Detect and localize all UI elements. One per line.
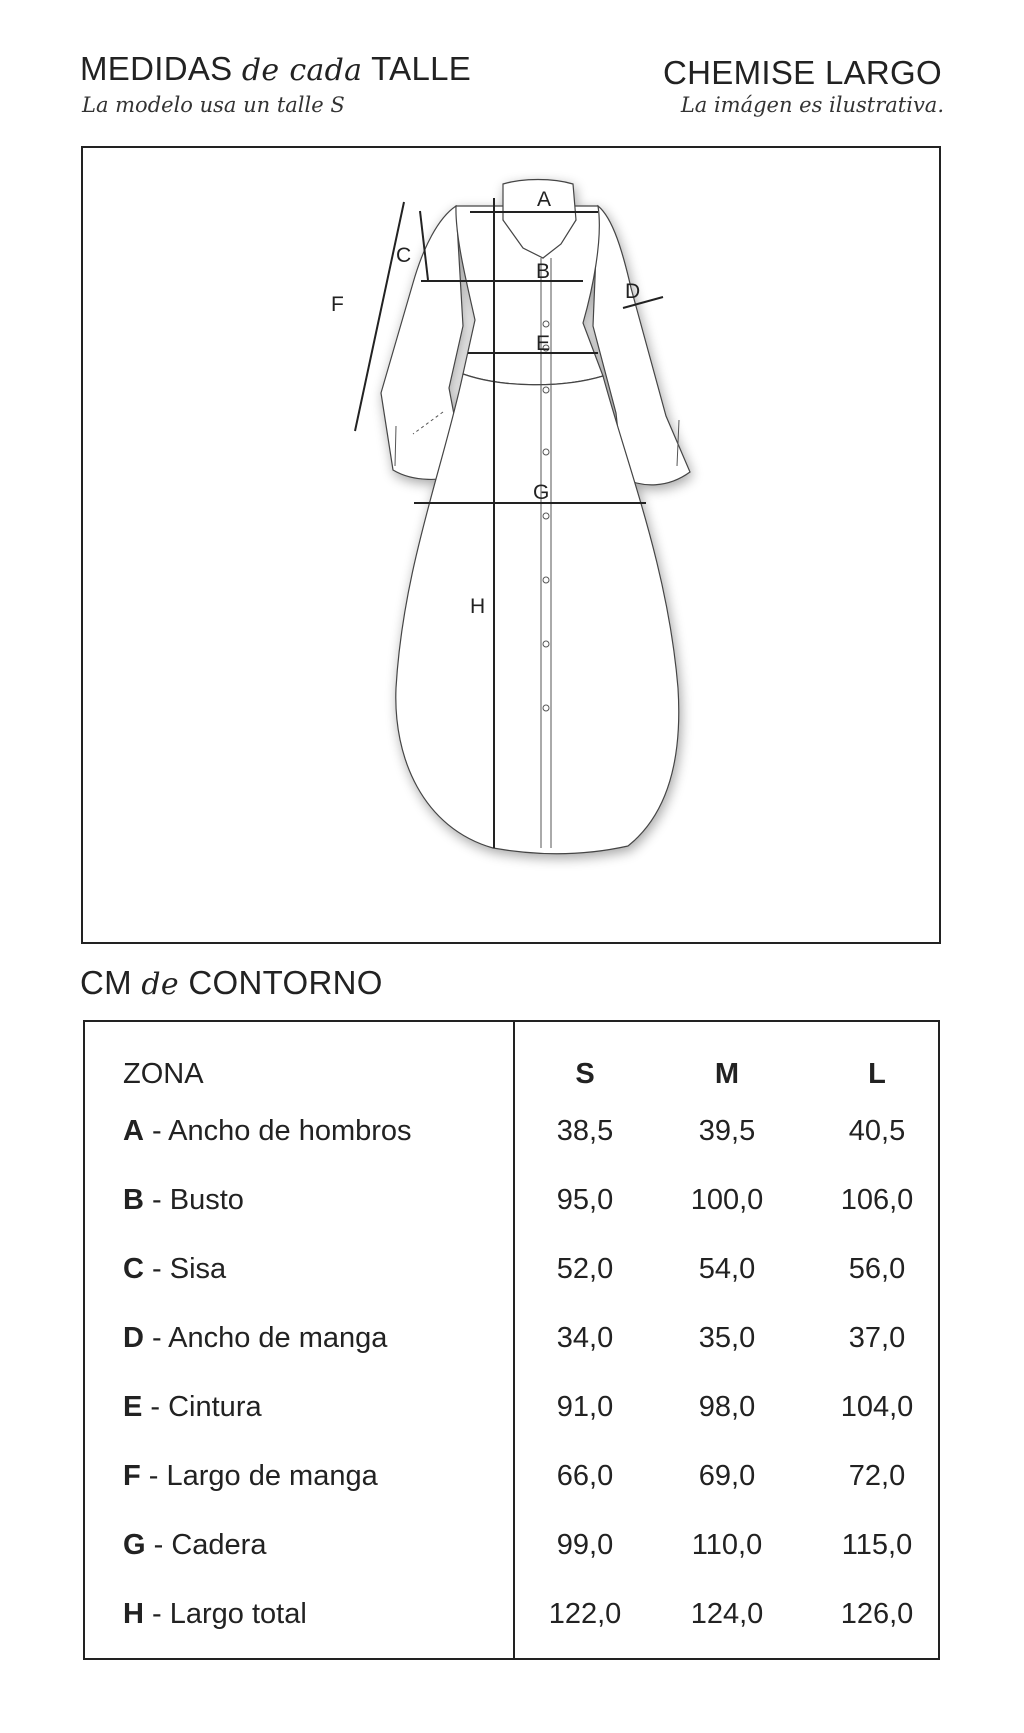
value-l: 106,0	[840, 1184, 914, 1216]
value-l: 37,0	[848, 1322, 906, 1354]
value-s: 66,0	[556, 1460, 614, 1492]
value-l: 104,0	[840, 1391, 914, 1423]
label-f: F	[331, 293, 344, 316]
label-d: D	[625, 280, 641, 303]
value-l: 126,0	[840, 1598, 914, 1630]
dress-diagram	[83, 148, 939, 942]
zone-name: G - Cadera	[123, 1529, 267, 1561]
zone-name: E - Cintura	[123, 1391, 262, 1423]
value-m: 124,0	[690, 1598, 764, 1630]
value-s: 38,5	[556, 1115, 614, 1147]
value-s: 34,0	[556, 1322, 614, 1354]
zone-name: B - Busto	[123, 1184, 244, 1216]
table-row	[85, 1184, 938, 1224]
table-row	[85, 1391, 938, 1431]
zone-name: A - Ancho de hombros	[123, 1115, 412, 1147]
zone-name: C - Sisa	[123, 1253, 227, 1285]
page-title: MEDIDAS de cada TALLE	[80, 50, 472, 88]
value-m: 35,0	[698, 1322, 756, 1354]
table-header-row	[85, 1058, 938, 1098]
label-e: E	[536, 332, 551, 355]
table-row	[85, 1529, 938, 1569]
column-s: S	[575, 1058, 595, 1090]
value-m: 69,0	[698, 1460, 756, 1492]
column-l: L	[868, 1058, 886, 1090]
label-a: A	[537, 188, 552, 211]
value-m: 98,0	[698, 1391, 756, 1423]
table-row	[85, 1115, 938, 1155]
table-heading: CM de CONTORNO	[80, 964, 383, 1002]
value-s: 99,0	[556, 1529, 614, 1561]
value-s: 52,0	[556, 1253, 614, 1285]
size-table	[83, 1020, 940, 1660]
zone-name: H - Largo total	[123, 1598, 307, 1630]
value-s: 95,0	[556, 1184, 614, 1216]
illustrative-note: La imágen es ilustrativa.	[680, 93, 944, 117]
value-m: 39,5	[698, 1115, 756, 1147]
product-name: CHEMISE LARGO	[663, 54, 942, 91]
column-m: M	[714, 1058, 740, 1090]
zone-name: D - Ancho de manga	[123, 1322, 388, 1354]
model-size-note: La modelo usa un talle S	[82, 93, 345, 117]
column-zone: ZONA	[123, 1058, 204, 1090]
table-row	[85, 1322, 938, 1362]
value-l: 56,0	[848, 1253, 906, 1285]
label-c: C	[396, 244, 412, 267]
value-s: 91,0	[556, 1391, 614, 1423]
table-row	[85, 1460, 938, 1500]
table-row	[85, 1253, 938, 1293]
value-m: 110,0	[691, 1529, 763, 1561]
value-m: 100,0	[690, 1184, 764, 1216]
label-h: H	[470, 595, 486, 618]
label-g: G	[533, 481, 550, 504]
value-l: 115,0	[841, 1529, 913, 1561]
garment-figure	[81, 146, 941, 944]
value-l: 40,5	[848, 1115, 906, 1147]
table-row	[85, 1598, 938, 1638]
value-s: 122,0	[548, 1598, 622, 1630]
value-l: 72,0	[848, 1460, 906, 1492]
value-m: 54,0	[698, 1253, 756, 1285]
zone-name: F - Largo de manga	[123, 1460, 378, 1492]
label-b: B	[536, 260, 551, 283]
